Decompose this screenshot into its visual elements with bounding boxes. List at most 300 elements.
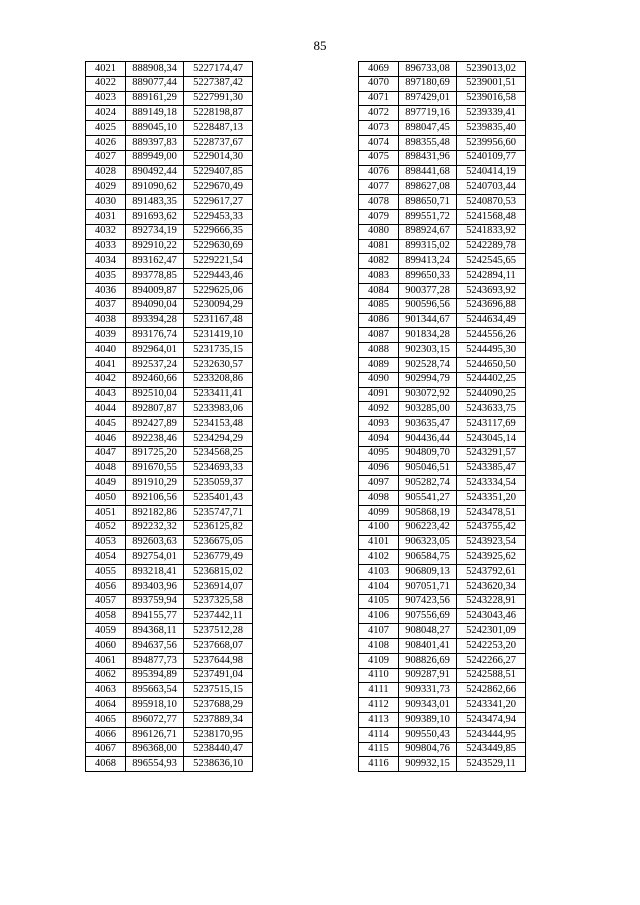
x-coordinate-cell: 891090,62 bbox=[126, 180, 184, 195]
point-number-cell: 4035 bbox=[86, 269, 126, 284]
y-coordinate-cell: 5243529,11 bbox=[457, 757, 526, 772]
x-coordinate-cell: 896733,08 bbox=[399, 62, 457, 77]
table-row bbox=[86, 594, 253, 609]
table-row bbox=[86, 520, 253, 535]
table-row bbox=[86, 343, 253, 358]
x-coordinate-cell: 890492,44 bbox=[126, 165, 184, 180]
x-coordinate-cell: 902994,79 bbox=[399, 372, 457, 387]
x-coordinate-cell: 894009,87 bbox=[126, 283, 184, 298]
point-number-cell: 4023 bbox=[86, 91, 126, 106]
point-number-cell: 4065 bbox=[86, 713, 126, 728]
y-coordinate-cell: 5238440,47 bbox=[184, 742, 253, 757]
x-coordinate-cell: 904436,44 bbox=[399, 431, 457, 446]
y-coordinate-cell: 5237688,29 bbox=[184, 698, 253, 713]
table-row bbox=[359, 417, 526, 432]
x-coordinate-cell: 892537,24 bbox=[126, 357, 184, 372]
x-coordinate-cell: 905282,74 bbox=[399, 476, 457, 491]
point-number-cell: 4038 bbox=[86, 313, 126, 328]
y-coordinate-cell: 5236914,07 bbox=[184, 579, 253, 594]
table-row bbox=[86, 727, 253, 742]
y-coordinate-cell: 5227991,30 bbox=[184, 91, 253, 106]
table-row bbox=[359, 62, 526, 77]
x-coordinate-cell: 892964,01 bbox=[126, 343, 184, 358]
x-coordinate-cell: 894877,73 bbox=[126, 653, 184, 668]
x-coordinate-cell: 891483,35 bbox=[126, 195, 184, 210]
point-number-cell: 4045 bbox=[86, 417, 126, 432]
x-coordinate-cell: 892510,04 bbox=[126, 387, 184, 402]
table-row bbox=[86, 269, 253, 284]
y-coordinate-cell: 5240109,77 bbox=[457, 150, 526, 165]
y-coordinate-cell: 5229407,85 bbox=[184, 165, 253, 180]
point-number-cell: 4030 bbox=[86, 195, 126, 210]
table-row bbox=[359, 180, 526, 195]
x-coordinate-cell: 908048,27 bbox=[399, 624, 457, 639]
point-number-cell: 4028 bbox=[86, 165, 126, 180]
table-row bbox=[86, 668, 253, 683]
y-coordinate-cell: 5235059,37 bbox=[184, 476, 253, 491]
table-row bbox=[359, 742, 526, 757]
point-number-cell: 4099 bbox=[359, 505, 399, 520]
x-coordinate-cell: 892754,01 bbox=[126, 550, 184, 565]
y-coordinate-cell: 5236675,05 bbox=[184, 535, 253, 550]
y-coordinate-cell: 5237491,04 bbox=[184, 668, 253, 683]
x-coordinate-cell: 893162,47 bbox=[126, 254, 184, 269]
point-number-cell: 4068 bbox=[86, 757, 126, 772]
table-row bbox=[359, 639, 526, 654]
x-coordinate-cell: 907556,69 bbox=[399, 609, 457, 624]
point-number-cell: 4046 bbox=[86, 431, 126, 446]
point-number-cell: 4093 bbox=[359, 417, 399, 432]
x-coordinate-cell: 892910,22 bbox=[126, 239, 184, 254]
point-number-cell: 4101 bbox=[359, 535, 399, 550]
x-coordinate-cell: 904809,70 bbox=[399, 446, 457, 461]
x-coordinate-cell: 889045,10 bbox=[126, 121, 184, 136]
point-number-cell: 4029 bbox=[86, 180, 126, 195]
x-coordinate-cell: 900377,28 bbox=[399, 283, 457, 298]
point-number-cell: 4025 bbox=[86, 121, 126, 136]
point-number-cell: 4043 bbox=[86, 387, 126, 402]
point-number-cell: 4041 bbox=[86, 357, 126, 372]
point-number-cell: 4053 bbox=[86, 535, 126, 550]
point-number-cell: 4075 bbox=[359, 150, 399, 165]
point-number-cell: 4085 bbox=[359, 298, 399, 313]
y-coordinate-cell: 5229630,69 bbox=[184, 239, 253, 254]
x-coordinate-cell: 889949,00 bbox=[126, 150, 184, 165]
table-row bbox=[86, 683, 253, 698]
y-coordinate-cell: 5243474,94 bbox=[457, 713, 526, 728]
y-coordinate-cell: 5243341,20 bbox=[457, 698, 526, 713]
y-coordinate-cell: 5235747,71 bbox=[184, 505, 253, 520]
table-row bbox=[86, 283, 253, 298]
x-coordinate-cell: 898650,71 bbox=[399, 195, 457, 210]
point-number-cell: 4056 bbox=[86, 579, 126, 594]
point-number-cell: 4051 bbox=[86, 505, 126, 520]
table-row bbox=[359, 698, 526, 713]
table-row bbox=[86, 121, 253, 136]
point-number-cell: 4097 bbox=[359, 476, 399, 491]
table-row bbox=[86, 91, 253, 106]
point-number-cell: 4061 bbox=[86, 653, 126, 668]
table-row bbox=[359, 668, 526, 683]
y-coordinate-cell: 5238636,10 bbox=[184, 757, 253, 772]
x-coordinate-cell: 893759,94 bbox=[126, 594, 184, 609]
point-number-cell: 4031 bbox=[86, 209, 126, 224]
table-row bbox=[86, 106, 253, 121]
point-number-cell: 4057 bbox=[86, 594, 126, 609]
y-coordinate-cell: 5239013,02 bbox=[457, 62, 526, 77]
y-coordinate-cell: 5231419,10 bbox=[184, 328, 253, 343]
x-coordinate-cell: 894637,56 bbox=[126, 639, 184, 654]
y-coordinate-cell: 5237515,15 bbox=[184, 683, 253, 698]
x-coordinate-cell: 902528,74 bbox=[399, 357, 457, 372]
table-row bbox=[86, 476, 253, 491]
table-row bbox=[359, 520, 526, 535]
y-coordinate-cell: 5242894,11 bbox=[457, 269, 526, 284]
y-coordinate-cell: 5227174,47 bbox=[184, 62, 253, 77]
point-number-cell: 4102 bbox=[359, 550, 399, 565]
table-row bbox=[359, 372, 526, 387]
y-coordinate-cell: 5244402,25 bbox=[457, 372, 526, 387]
point-number-cell: 4048 bbox=[86, 461, 126, 476]
y-coordinate-cell: 5229443,46 bbox=[184, 269, 253, 284]
y-coordinate-cell: 5236125,82 bbox=[184, 520, 253, 535]
y-coordinate-cell: 5244650,50 bbox=[457, 357, 526, 372]
x-coordinate-cell: 909550,43 bbox=[399, 727, 457, 742]
x-coordinate-cell: 892807,87 bbox=[126, 402, 184, 417]
table-row bbox=[86, 195, 253, 210]
table-row bbox=[359, 713, 526, 728]
point-number-cell: 4039 bbox=[86, 328, 126, 343]
table-row bbox=[359, 269, 526, 284]
point-number-cell: 4080 bbox=[359, 224, 399, 239]
table-row bbox=[86, 742, 253, 757]
point-number-cell: 4111 bbox=[359, 683, 399, 698]
table-row bbox=[359, 254, 526, 269]
point-number-cell: 4054 bbox=[86, 550, 126, 565]
y-coordinate-cell: 5243478,51 bbox=[457, 505, 526, 520]
x-coordinate-cell: 899315,02 bbox=[399, 239, 457, 254]
table-row bbox=[86, 387, 253, 402]
y-coordinate-cell: 5238170,95 bbox=[184, 727, 253, 742]
table-row bbox=[359, 579, 526, 594]
y-coordinate-cell: 5233208,86 bbox=[184, 372, 253, 387]
x-coordinate-cell: 897719,16 bbox=[399, 106, 457, 121]
point-number-cell: 4091 bbox=[359, 387, 399, 402]
x-coordinate-cell: 893394,28 bbox=[126, 313, 184, 328]
y-coordinate-cell: 5229617,27 bbox=[184, 195, 253, 210]
point-number-cell: 4081 bbox=[359, 239, 399, 254]
y-coordinate-cell: 5233983,06 bbox=[184, 402, 253, 417]
x-coordinate-cell: 905868,19 bbox=[399, 505, 457, 520]
y-coordinate-cell: 5229666,35 bbox=[184, 224, 253, 239]
point-number-cell: 4032 bbox=[86, 224, 126, 239]
table-row bbox=[359, 535, 526, 550]
table-row bbox=[359, 387, 526, 402]
table-row bbox=[359, 357, 526, 372]
point-number-cell: 4071 bbox=[359, 91, 399, 106]
x-coordinate-cell: 897180,69 bbox=[399, 76, 457, 91]
y-coordinate-cell: 5229625,06 bbox=[184, 283, 253, 298]
point-number-cell: 4024 bbox=[86, 106, 126, 121]
table-row bbox=[86, 639, 253, 654]
table-row bbox=[86, 135, 253, 150]
x-coordinate-cell: 893176,74 bbox=[126, 328, 184, 343]
table-row bbox=[86, 624, 253, 639]
point-number-cell: 4026 bbox=[86, 135, 126, 150]
table-row bbox=[359, 343, 526, 358]
y-coordinate-cell: 5242545,65 bbox=[457, 254, 526, 269]
table-row bbox=[359, 609, 526, 624]
y-coordinate-cell: 5243291,57 bbox=[457, 446, 526, 461]
point-number-cell: 4050 bbox=[86, 491, 126, 506]
point-number-cell: 4115 bbox=[359, 742, 399, 757]
x-coordinate-cell: 889161,29 bbox=[126, 91, 184, 106]
x-coordinate-cell: 901344,67 bbox=[399, 313, 457, 328]
x-coordinate-cell: 892106,56 bbox=[126, 491, 184, 506]
x-coordinate-cell: 896368,00 bbox=[126, 742, 184, 757]
y-coordinate-cell: 5242266,27 bbox=[457, 653, 526, 668]
y-coordinate-cell: 5243792,61 bbox=[457, 565, 526, 580]
x-coordinate-cell: 898924,67 bbox=[399, 224, 457, 239]
table-row bbox=[359, 653, 526, 668]
table-row bbox=[359, 135, 526, 150]
y-coordinate-cell: 5243385,47 bbox=[457, 461, 526, 476]
table-row bbox=[359, 239, 526, 254]
x-coordinate-cell: 892427,89 bbox=[126, 417, 184, 432]
y-coordinate-cell: 5243043,46 bbox=[457, 609, 526, 624]
point-number-cell: 4064 bbox=[86, 698, 126, 713]
x-coordinate-cell: 892232,32 bbox=[126, 520, 184, 535]
point-number-cell: 4110 bbox=[359, 668, 399, 683]
y-coordinate-cell: 5228487,13 bbox=[184, 121, 253, 136]
x-coordinate-cell: 893778,85 bbox=[126, 269, 184, 284]
point-number-cell: 4114 bbox=[359, 727, 399, 742]
table-row bbox=[86, 609, 253, 624]
y-coordinate-cell: 5239835,40 bbox=[457, 121, 526, 136]
y-coordinate-cell: 5237512,28 bbox=[184, 624, 253, 639]
x-coordinate-cell: 898431,96 bbox=[399, 150, 457, 165]
x-coordinate-cell: 901834,28 bbox=[399, 328, 457, 343]
table-row bbox=[86, 254, 253, 269]
x-coordinate-cell: 894090,04 bbox=[126, 298, 184, 313]
y-coordinate-cell: 5243923,54 bbox=[457, 535, 526, 550]
y-coordinate-cell: 5237644,98 bbox=[184, 653, 253, 668]
table-row bbox=[86, 62, 253, 77]
x-coordinate-cell: 906323,05 bbox=[399, 535, 457, 550]
table-row bbox=[359, 624, 526, 639]
x-coordinate-cell: 909389,10 bbox=[399, 713, 457, 728]
x-coordinate-cell: 891910,29 bbox=[126, 476, 184, 491]
y-coordinate-cell: 5244495,30 bbox=[457, 343, 526, 358]
table-row bbox=[359, 91, 526, 106]
y-coordinate-cell: 5236815,02 bbox=[184, 565, 253, 580]
y-coordinate-cell: 5243045,14 bbox=[457, 431, 526, 446]
point-number-cell: 4052 bbox=[86, 520, 126, 535]
x-coordinate-cell: 899551,72 bbox=[399, 209, 457, 224]
table-row bbox=[86, 298, 253, 313]
point-number-cell: 4089 bbox=[359, 357, 399, 372]
y-coordinate-cell: 5231735,15 bbox=[184, 343, 253, 358]
point-number-cell: 4036 bbox=[86, 283, 126, 298]
x-coordinate-cell: 898047,45 bbox=[399, 121, 457, 136]
y-coordinate-cell: 5237889,34 bbox=[184, 713, 253, 728]
y-coordinate-cell: 5232630,57 bbox=[184, 357, 253, 372]
y-coordinate-cell: 5243696,88 bbox=[457, 298, 526, 313]
point-number-cell: 4078 bbox=[359, 195, 399, 210]
table-row bbox=[86, 431, 253, 446]
x-coordinate-cell: 896554,93 bbox=[126, 757, 184, 772]
y-coordinate-cell: 5240870,53 bbox=[457, 195, 526, 210]
y-coordinate-cell: 5237668,07 bbox=[184, 639, 253, 654]
x-coordinate-cell: 905541,27 bbox=[399, 491, 457, 506]
x-coordinate-cell: 888908,34 bbox=[126, 62, 184, 77]
y-coordinate-cell: 5244090,25 bbox=[457, 387, 526, 402]
table-row bbox=[86, 565, 253, 580]
x-coordinate-cell: 905046,51 bbox=[399, 461, 457, 476]
x-coordinate-cell: 899413,24 bbox=[399, 254, 457, 269]
x-coordinate-cell: 891670,55 bbox=[126, 461, 184, 476]
point-number-cell: 4042 bbox=[86, 372, 126, 387]
point-number-cell: 4044 bbox=[86, 402, 126, 417]
y-coordinate-cell: 5229453,33 bbox=[184, 209, 253, 224]
x-coordinate-cell: 900596,56 bbox=[399, 298, 457, 313]
point-number-cell: 4098 bbox=[359, 491, 399, 506]
point-number-cell: 4109 bbox=[359, 653, 399, 668]
table-row bbox=[86, 224, 253, 239]
table-row bbox=[359, 446, 526, 461]
point-number-cell: 4104 bbox=[359, 579, 399, 594]
point-number-cell: 4103 bbox=[359, 565, 399, 580]
x-coordinate-cell: 909804,76 bbox=[399, 742, 457, 757]
y-coordinate-cell: 5243117,69 bbox=[457, 417, 526, 432]
point-number-cell: 4049 bbox=[86, 476, 126, 491]
x-coordinate-cell: 908401,41 bbox=[399, 639, 457, 654]
table-row bbox=[86, 713, 253, 728]
y-coordinate-cell: 5234568,25 bbox=[184, 446, 253, 461]
y-coordinate-cell: 5231167,48 bbox=[184, 313, 253, 328]
point-number-cell: 4062 bbox=[86, 668, 126, 683]
table-row bbox=[86, 757, 253, 772]
y-coordinate-cell: 5228198,87 bbox=[184, 106, 253, 121]
table-row bbox=[359, 757, 526, 772]
point-number-cell: 4096 bbox=[359, 461, 399, 476]
x-coordinate-cell: 891725,20 bbox=[126, 446, 184, 461]
x-coordinate-cell: 906809,13 bbox=[399, 565, 457, 580]
x-coordinate-cell: 906584,75 bbox=[399, 550, 457, 565]
x-coordinate-cell: 894155,77 bbox=[126, 609, 184, 624]
coordinates-table-right bbox=[358, 61, 526, 772]
x-coordinate-cell: 897429,01 bbox=[399, 91, 457, 106]
y-coordinate-cell: 5237442,11 bbox=[184, 609, 253, 624]
point-number-cell: 4037 bbox=[86, 298, 126, 313]
table-row bbox=[359, 165, 526, 180]
table-row bbox=[86, 461, 253, 476]
x-coordinate-cell: 898627,08 bbox=[399, 180, 457, 195]
x-coordinate-cell: 899650,33 bbox=[399, 269, 457, 284]
table-row bbox=[86, 313, 253, 328]
x-coordinate-cell: 889397,83 bbox=[126, 135, 184, 150]
point-number-cell: 4040 bbox=[86, 343, 126, 358]
x-coordinate-cell: 896072,77 bbox=[126, 713, 184, 728]
table-row bbox=[86, 76, 253, 91]
point-number-cell: 4047 bbox=[86, 446, 126, 461]
x-coordinate-cell: 892182,86 bbox=[126, 505, 184, 520]
table-row bbox=[359, 298, 526, 313]
x-coordinate-cell: 898441,68 bbox=[399, 165, 457, 180]
table-row bbox=[359, 209, 526, 224]
x-coordinate-cell: 909932,15 bbox=[399, 757, 457, 772]
table-row bbox=[359, 402, 526, 417]
y-coordinate-cell: 5243755,42 bbox=[457, 520, 526, 535]
table-row bbox=[359, 150, 526, 165]
y-coordinate-cell: 5242588,51 bbox=[457, 668, 526, 683]
point-number-cell: 4095 bbox=[359, 446, 399, 461]
point-number-cell: 4034 bbox=[86, 254, 126, 269]
table-row bbox=[86, 653, 253, 668]
table-row bbox=[359, 224, 526, 239]
y-coordinate-cell: 5242301,09 bbox=[457, 624, 526, 639]
table-row bbox=[86, 535, 253, 550]
table-row bbox=[359, 550, 526, 565]
table-row bbox=[359, 727, 526, 742]
point-number-cell: 4077 bbox=[359, 180, 399, 195]
x-coordinate-cell: 909331,73 bbox=[399, 683, 457, 698]
point-number-cell: 4082 bbox=[359, 254, 399, 269]
x-coordinate-cell: 889149,18 bbox=[126, 106, 184, 121]
table-row bbox=[86, 165, 253, 180]
point-number-cell: 4092 bbox=[359, 402, 399, 417]
table-row bbox=[359, 328, 526, 343]
table-row bbox=[359, 283, 526, 298]
point-number-cell: 4070 bbox=[359, 76, 399, 91]
x-coordinate-cell: 909287,91 bbox=[399, 668, 457, 683]
point-number-cell: 4113 bbox=[359, 713, 399, 728]
y-coordinate-cell: 5240414,19 bbox=[457, 165, 526, 180]
table-row bbox=[359, 476, 526, 491]
x-coordinate-cell: 903072,92 bbox=[399, 387, 457, 402]
table-row bbox=[86, 417, 253, 432]
table-row bbox=[86, 372, 253, 387]
y-coordinate-cell: 5237325,58 bbox=[184, 594, 253, 609]
page-number: 85 bbox=[313, 38, 327, 53]
point-number-cell: 4100 bbox=[359, 520, 399, 535]
table-row bbox=[86, 150, 253, 165]
y-coordinate-cell: 5243693,92 bbox=[457, 283, 526, 298]
x-coordinate-cell: 896126,71 bbox=[126, 727, 184, 742]
table-row bbox=[359, 683, 526, 698]
x-coordinate-cell: 892734,19 bbox=[126, 224, 184, 239]
y-coordinate-cell: 5242253,20 bbox=[457, 639, 526, 654]
table-row bbox=[359, 76, 526, 91]
x-coordinate-cell: 909343,01 bbox=[399, 698, 457, 713]
point-number-cell: 4094 bbox=[359, 431, 399, 446]
y-coordinate-cell: 5230094,29 bbox=[184, 298, 253, 313]
x-coordinate-cell: 892238,46 bbox=[126, 431, 184, 446]
point-number-cell: 4072 bbox=[359, 106, 399, 121]
point-number-cell: 4112 bbox=[359, 698, 399, 713]
x-coordinate-cell: 907051,71 bbox=[399, 579, 457, 594]
point-number-cell: 4107 bbox=[359, 624, 399, 639]
point-number-cell: 4060 bbox=[86, 639, 126, 654]
y-coordinate-cell: 5239016,58 bbox=[457, 91, 526, 106]
y-coordinate-cell: 5241568,48 bbox=[457, 209, 526, 224]
point-number-cell: 4066 bbox=[86, 727, 126, 742]
y-coordinate-cell: 5243449,85 bbox=[457, 742, 526, 757]
y-coordinate-cell: 5229221,54 bbox=[184, 254, 253, 269]
y-coordinate-cell: 5244634,49 bbox=[457, 313, 526, 328]
x-coordinate-cell: 895663,54 bbox=[126, 683, 184, 698]
point-number-cell: 4083 bbox=[359, 269, 399, 284]
